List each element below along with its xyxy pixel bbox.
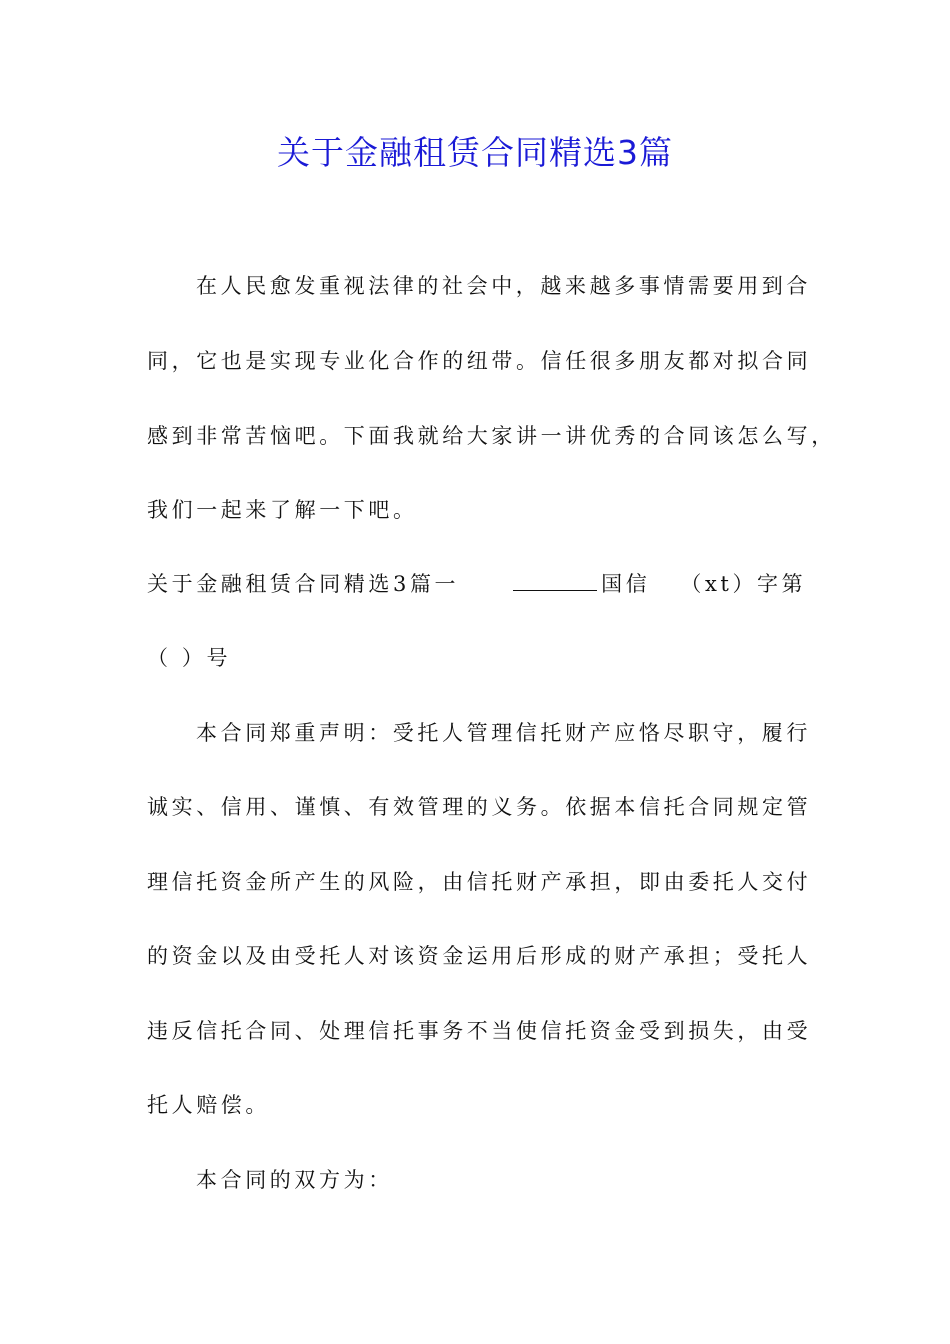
contract-ref-part2: （xt）字第 [680,572,807,596]
section-heading: 关于金融租赁合同精选3篇一 [147,572,460,596]
declaration-line-6: 托人赔偿。 [147,1093,270,1117]
parties-heading: 本合同的双方为： [196,1168,393,1192]
declaration-line-2: 诚实、信用、谨慎、有效管理的义务。依据本信托合同规定管 [147,795,812,819]
intro-line-1: 在人民愈发重视法律的社会中，越来越多事情需要用到合 [196,274,811,298]
intro-line-3: 感到非常苦恼吧。下面我就给大家讲一讲优秀的合同该怎么写， [147,424,836,448]
intro-line-2: 同，它也是实现专业化合作的纽带。信任很多朋友都对拟合同 [147,349,812,373]
declaration-line-1: 本合同郑重声明：受托人管理信托财产应恪尽职守，履行 [196,721,811,745]
intro-line-4: 我们一起来了解一下吧。 [147,498,418,522]
declaration-line-5: 违反信托合同、处理信托事务不当使信托资金受到损失，由受 [147,1019,812,1043]
document-title: 关于金融租赁合同精选3篇 [277,133,673,172]
blank-underline [513,570,597,591]
contract-ref-number: （ ）号 [147,646,232,670]
contract-ref-part1: 国信 [601,572,651,596]
declaration-line-4: 的资金以及由受托人对该资金运用后形成的财产承担；受托人 [147,944,812,968]
section-heading-line [147,568,827,600]
declaration-line-3: 理信托资金所产生的风险，由信托财产承担，即由委托人交付 [147,870,812,894]
